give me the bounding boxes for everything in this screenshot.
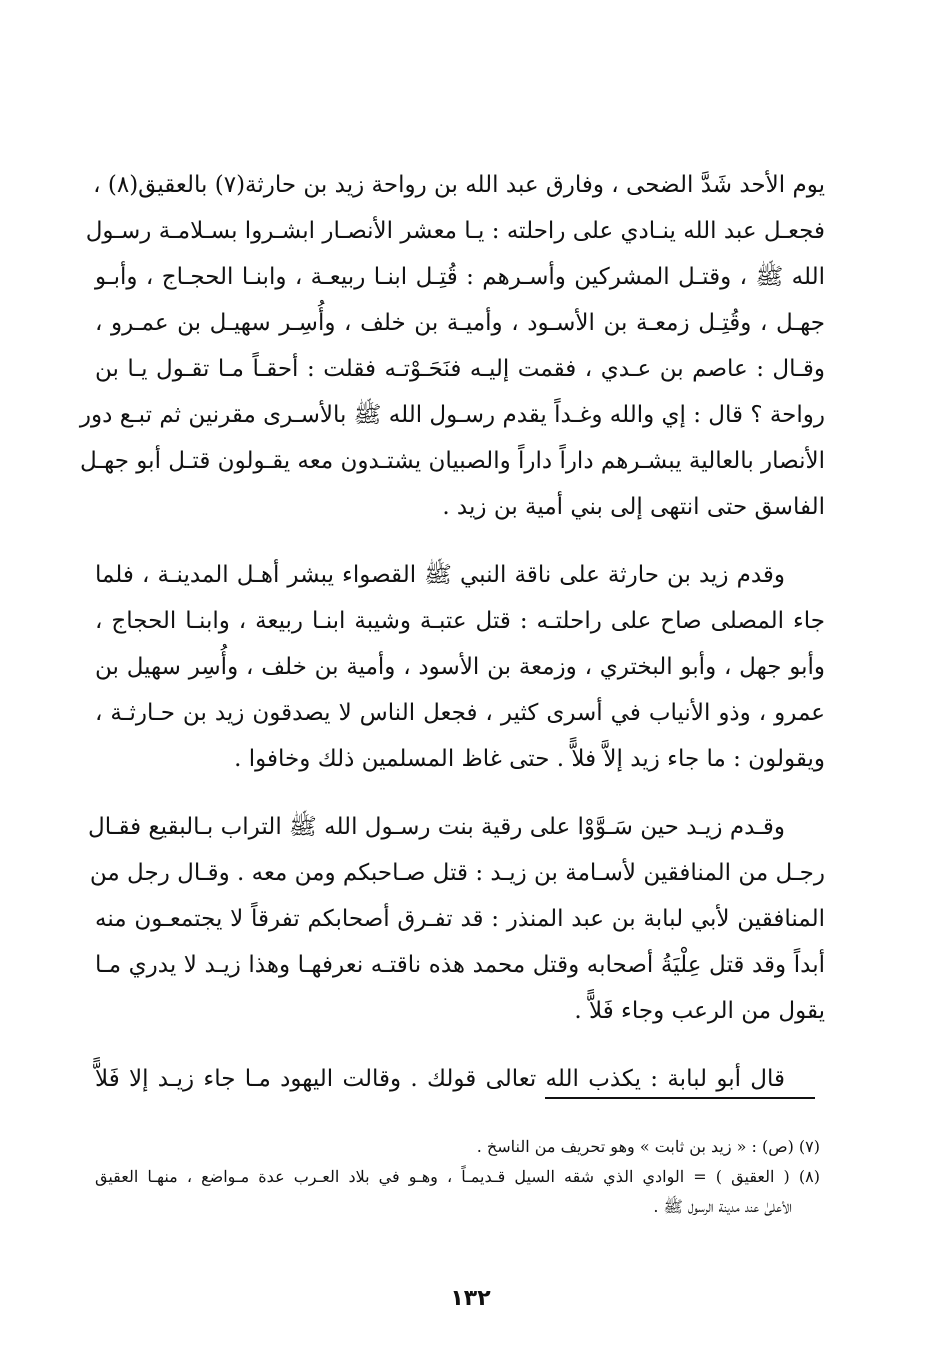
text-line: عمرو ، وذو الأنياب في أسرى كثير ، فجعل الناس لا يصدقون زيد بن حـارثـة ، bbox=[95, 700, 825, 726]
text-line: الله ﷺ ، وقتـل المشركين وأسـرهم : قُتِـل ابنـا ربيعـة ، وابنـا الحجـاج ، وأبـو bbox=[95, 264, 825, 290]
text-line: يوم الأحد شَدَّ الضحى ، وفارق عبد الله بن رواحة زيد بن حارثة(٧) بالعقيق(٨) ، bbox=[93, 172, 825, 198]
footnote-8-continuation: الأعلىٰ عند مدينة الرسول ﷺ . bbox=[653, 1197, 792, 1216]
page-number: ١٣٢ bbox=[450, 1286, 491, 1311]
text-line: أبداً وقد قتل عِلْيَةُ أصحابه وقتل محمد هذه ناقتـه نعرفهـا وهذا زيـد لا يدري مـا bbox=[95, 952, 825, 978]
text-line: المنافقين لأبي لبابة بن عبد المنذر : قد تفـرق أصحابكم تفرقاً لا يجتمعـون منه bbox=[95, 906, 825, 932]
text-line: قال أبو لبابة : يكذب الله تعالى قولك . وقالت اليهود مـا جاء زيـد إلا فَلاًّ bbox=[95, 1066, 785, 1092]
text-line: الأنصار بالعالية يبشـرهم داراً داراً والصبيان يشتـدون معه يقـولون قتـل أبو جهـل bbox=[80, 448, 825, 474]
footnote-7: (٧) (ص) : « زيد بن ثابت » وهو تحريف من الناسخ . bbox=[476, 1137, 820, 1156]
text-line: جهـل ، وقُتِـل زمعـة بن الأسـود ، وأميـة بن خلف ، وأُسِـر سهيـل بن عمـرو ، bbox=[95, 310, 825, 336]
paragraph-4 bbox=[95, 1056, 825, 1102]
paragraph-2 bbox=[95, 552, 825, 782]
text-line: وقـدم زيـد حين سَـوَّوْا على رقية بنت رسـول الله ﷺ التراب بـالبقيع فقـال bbox=[88, 814, 785, 840]
main-text bbox=[79, 150, 825, 1102]
footnote-8: (٨) ( العقيق ) = الوادي الذي شقه السيل قـديمـاً ، وهـو في بلاد العـرب عدة مـواضع ، منهـا العقيق bbox=[95, 1167, 820, 1186]
footnotes bbox=[95, 1132, 820, 1222]
text-line: وقـال : عاصم بن عـدي ، فقمت إليـه فنَحَـوْتـه فقلت : أحقـاً مـا تقـول يـا بن bbox=[95, 356, 825, 382]
text-line: فجعـل عبد الله ينـادي على راحلته : يـا معشر الأنصـار ابشـروا بسـلامـة رسـول bbox=[85, 218, 825, 244]
text-line: ويقولون : ما جاء زيد إلاَّ فلاًّ . حتى غاظ المسلمين ذلك وخافوا . bbox=[234, 746, 825, 772]
text-line: وأبو جهل ، وأبو البختري ، وزمعة بن الأسود ، وأمية بن خلف ، وأُسِر سهيل بن bbox=[95, 654, 825, 680]
paragraph-3 bbox=[88, 804, 825, 1034]
paragraph-1 bbox=[79, 162, 825, 530]
text-line: جاء المصلى صاح على راحلتـه : قتل عتبـة وشيبة ابنـا ربيعة ، وابنـا الحجاج ، bbox=[95, 608, 825, 634]
text-line: الفاسق حتى انتهى إلى بني أمية بن زيد . bbox=[442, 494, 825, 520]
text-line: يقول من الرعب وجاء فَلاًّ . bbox=[574, 998, 825, 1024]
text-line: رجـل من المنافقين لأسـامة بن زيـد : قتل صـاحبكم ومن معه . وقـال رجل من bbox=[89, 860, 825, 886]
footnote-divider bbox=[545, 1097, 815, 1099]
text-line: رواحة ؟ قال : إي والله وغـداً يقدم رسـول الله ﷺ بالأسـرى مقرنين ثم تبـع دور bbox=[79, 402, 825, 428]
text-line: وقدم زيد بن حارثة على ناقة النبي ﷺ القصواء يبشر أهـل المدينـة ، فلما bbox=[95, 562, 786, 588]
